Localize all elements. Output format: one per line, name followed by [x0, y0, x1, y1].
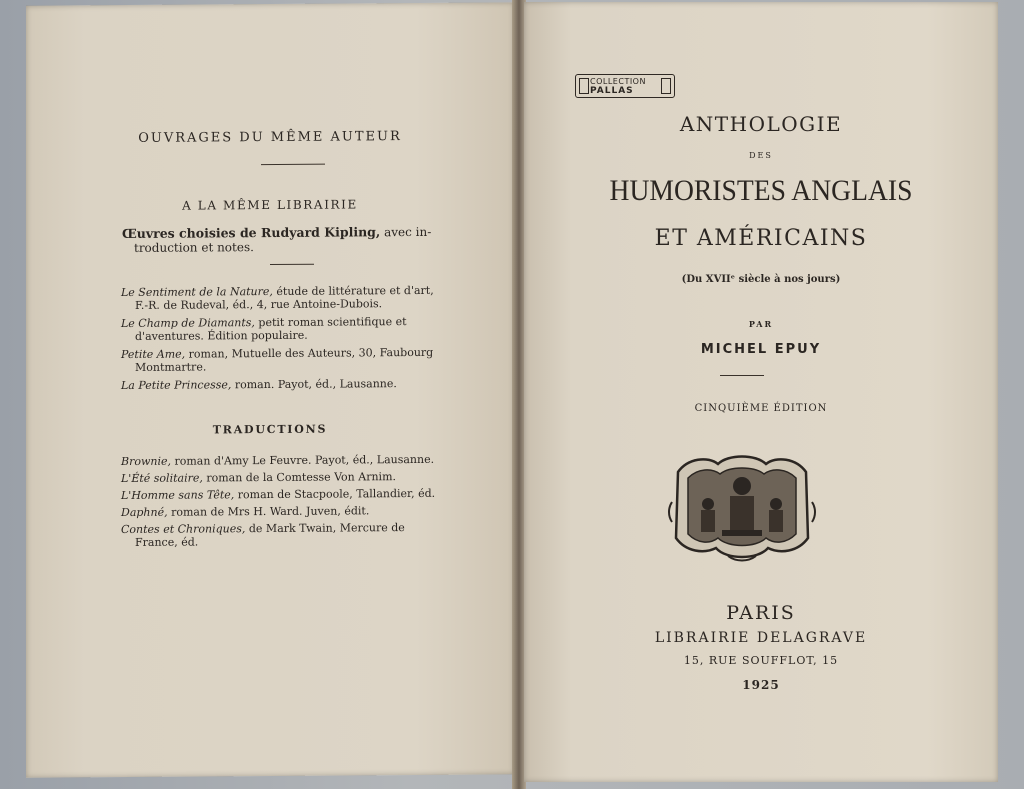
- list-item: [121, 504, 471, 519]
- works-list: [121, 284, 471, 397]
- by-label: PAR: [748, 319, 774, 329]
- section-rule: [270, 264, 314, 265]
- badge-ornament-icon: [579, 78, 589, 94]
- kipling-rest-2: troduction et notes.: [134, 240, 254, 255]
- badge-line-1: COLLECTION: [590, 77, 646, 86]
- work-detail-cont: d'aventures. Édition populaire.: [135, 328, 308, 343]
- heading-rule: [261, 164, 325, 165]
- right-page: [524, 2, 998, 782]
- work-detail-cont: Montmartre.: [135, 360, 207, 374]
- list-item: [121, 284, 471, 312]
- work-detail: roman, Mutuelle des Auteurs, 30, Faubourg: [185, 345, 434, 361]
- same-publisher-heading: A LA MÊME LIBRAIRIE: [182, 197, 358, 213]
- translation-title: Daphné,: [121, 505, 168, 520]
- work-detail: petit roman scientifique et: [254, 315, 407, 330]
- work-detail: étude de littérature et d'art,: [272, 283, 434, 298]
- kipling-entry: [122, 225, 470, 255]
- badge-line-2: PALLAS: [590, 86, 634, 96]
- translation-title: Contes et Chroniques,: [121, 522, 246, 537]
- kipling-rest-1: avec in-: [380, 224, 432, 240]
- work-title: Le Sentiment de la Nature,: [121, 284, 273, 300]
- list-item: [121, 377, 471, 392]
- work-title: Petite Ame,: [121, 347, 186, 362]
- translations-list: [121, 453, 471, 553]
- list-item: [121, 470, 471, 485]
- author-name: MICHEL EPUY: [700, 342, 822, 357]
- list-item: [121, 346, 471, 374]
- list-item: [121, 453, 471, 468]
- edition-label: CINQUIÈME ÉDITION: [694, 403, 828, 414]
- list-item: [121, 315, 471, 343]
- title-des: DES: [749, 151, 773, 160]
- work-title: Le Champ de Diamants,: [121, 316, 255, 331]
- translation-detail: roman de Mrs H. Ward. Juven, édit.: [167, 504, 370, 519]
- translation-detail: roman d'Amy Le Feuvre. Payot, éd., Lausanne.: [171, 452, 435, 468]
- translation-detail-cont: France, éd.: [135, 535, 199, 549]
- left-page: [26, 2, 514, 777]
- translations-heading: TRADUCTIONS: [212, 422, 328, 437]
- translation-title: L'Homme sans Tête,: [121, 488, 235, 503]
- work-title: La Petite Princesse,: [121, 378, 232, 393]
- imprint-city: PARIS: [726, 602, 796, 624]
- work-detail-cont: F.-R. de Rudeval, éd., 4, rue Antoine-Dubois.: [135, 297, 383, 312]
- title-americains: ET AMÉRICAINS: [654, 226, 868, 251]
- period-subtitle: (Du XVIIᵉ siècle à nos jours): [681, 274, 841, 285]
- other-works-heading: OUVRAGES DU MÊME AUTEUR: [138, 129, 402, 146]
- list-item: [121, 487, 471, 502]
- translation-title: Brownie,: [121, 454, 171, 469]
- translation-detail: roman de la Comtesse Von Arnim.: [202, 470, 396, 485]
- title-main: HUMORISTES ANGLAIS: [609, 174, 913, 207]
- list-item: [121, 521, 471, 549]
- publisher-vignette-icon: [668, 452, 816, 564]
- translation-detail: de Mark Twain, Mercure de: [245, 521, 405, 536]
- imprint-year: 1925: [742, 678, 780, 692]
- author-rule: [720, 375, 764, 376]
- collection-badge: [575, 74, 675, 98]
- kipling-title: Œuvres choisies de Rudyard Kipling,: [122, 224, 381, 242]
- imprint-address: 15, RUE SOUFFLOT, 15: [683, 654, 839, 667]
- title-anthologie: ANTHOLOGIE: [679, 112, 843, 136]
- work-detail: roman. Payot, éd., Lausanne.: [231, 377, 397, 392]
- translation-title: L'Été solitaire,: [121, 471, 203, 486]
- badge-ornament-icon: [661, 78, 671, 94]
- translation-detail: roman de Stacpoole, Tallandier, éd.: [234, 486, 436, 502]
- imprint-publisher: LIBRAIRIE DELAGRAVE: [654, 630, 868, 646]
